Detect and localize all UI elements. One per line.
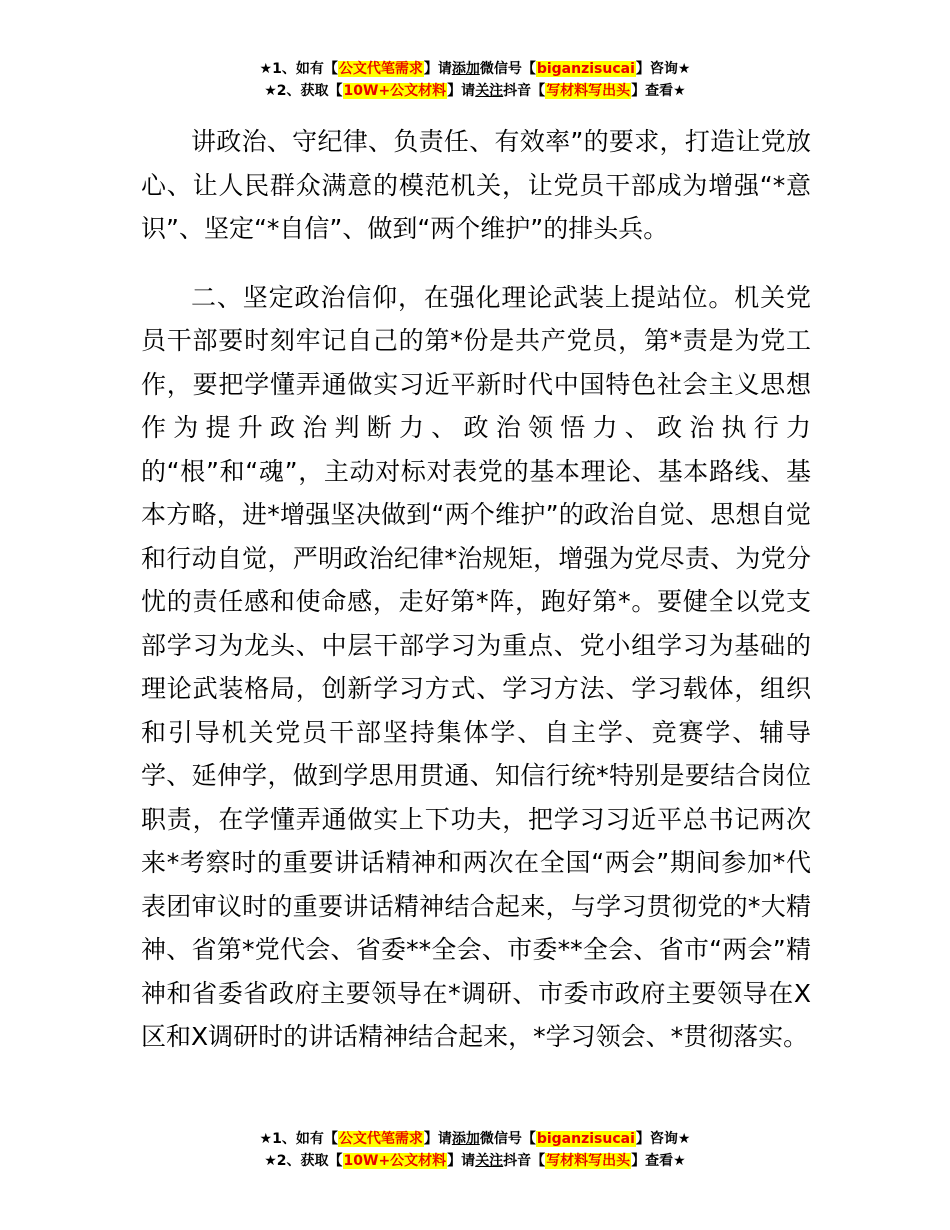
banner-text: 抖音【 xyxy=(503,1153,546,1169)
header-banner xyxy=(0,58,950,102)
banner-text: ★2、获取【 xyxy=(264,1153,343,1169)
banner-text: 】请 xyxy=(447,1153,476,1169)
banner-text: 】请 xyxy=(423,1131,452,1147)
highlight-douyin-account: 写材料写出头 xyxy=(546,83,631,99)
banner-text: ★2、获取【 xyxy=(264,83,343,99)
banner-text: 】咨询★ xyxy=(635,61,691,77)
footer-banner xyxy=(0,1128,950,1172)
banner-text: ★1、如有【 xyxy=(259,1131,338,1147)
banner-text: 】请 xyxy=(423,61,452,77)
banner-line-1 xyxy=(0,58,950,80)
highlight-wechat-id: biganzisucai xyxy=(536,1131,635,1147)
banner-text: ★1、如有【 xyxy=(259,61,338,77)
banner-line-2 xyxy=(0,80,950,102)
banner-text-underlined: 添加 xyxy=(451,61,480,77)
paragraph-section-two: 二、坚定政治信仰，在强化理论武装上提站位。机关党员干部要时刻牢记自己的第*份是共产党员，第*责是为党工作，要把学懂弄通做实习近平新时代中国特色社会主义思想作为提升政治判断力、政治领悟力、政治执行力的“根”和“魂”，主动对标对表党的基本理论、基本路线、基本方略，进*增强坚决做到“两个维护”的政治自觉、思想自觉和行动自觉，严明政治纪律*治规矩，增强为党尽责、为党分忧的责任感和使命感，走好第*阵，跑好第*。要健全以党支部学习为龙头、中层干部学习为重点、党小组学习为基础的理论武装格局，创新学习方式、学习方法、学习载体，组织和引导机关党员干部坚持集体学、自主学、竞赛学、辅导学、延伸学，做到学思用贯通、知信行统*特别是要结合岗位职责，在学懂弄通做实上下功夫，把学习习近平总书记两次来*考察时的重要讲话精神和两次在全国“两会”期间参加*代表团审议时的重要讲话精神结合起来，与学习贯彻党的*大精神、省第*党代会、省委**全会、市委**全会、省市“两会”精神和省委省政府主要领导在*调研、市委市政府主要领导在Ⅹ区和Ⅹ调研时的讲话精神结合起来，*学习领会、*贯彻落实。 xyxy=(141,282,811,1051)
banner-text: 】查看★ xyxy=(631,83,686,99)
banner-text: 】咨询★ xyxy=(635,1131,691,1147)
document-body xyxy=(141,120,811,1059)
highlight-materials: 10W+公文材料 xyxy=(343,1153,447,1169)
highlight-service: 公文代笔需求 xyxy=(338,61,423,77)
banner-text: 】查看★ xyxy=(631,1153,686,1169)
banner-text-underlined: 关注 xyxy=(475,83,504,99)
highlight-materials: 10W+公文材料 xyxy=(343,83,447,99)
highlight-wechat-id: biganzisucai xyxy=(536,61,635,77)
highlight-service: 公文代笔需求 xyxy=(338,1131,423,1147)
paragraph-continuation: 讲政治、守纪律、负责任、有效率”的要求，打造让党放心、让人民群众满意的模范机关，让党员干部成为增强“*意识”、坚定“*自信”、做到“两个维护”的排头兵。 xyxy=(141,127,811,243)
banner-text: 抖音【 xyxy=(503,83,546,99)
highlight-douyin-account: 写材料写出头 xyxy=(546,1153,631,1169)
banner-text: 微信号【 xyxy=(479,1131,536,1147)
banner-text: 】请 xyxy=(447,83,476,99)
banner-line-1 xyxy=(0,1128,950,1150)
banner-text-underlined: 关注 xyxy=(475,1153,504,1169)
banner-text-underlined: 添加 xyxy=(451,1131,480,1147)
banner-text: 微信号【 xyxy=(479,61,536,77)
banner-line-2 xyxy=(0,1150,950,1172)
